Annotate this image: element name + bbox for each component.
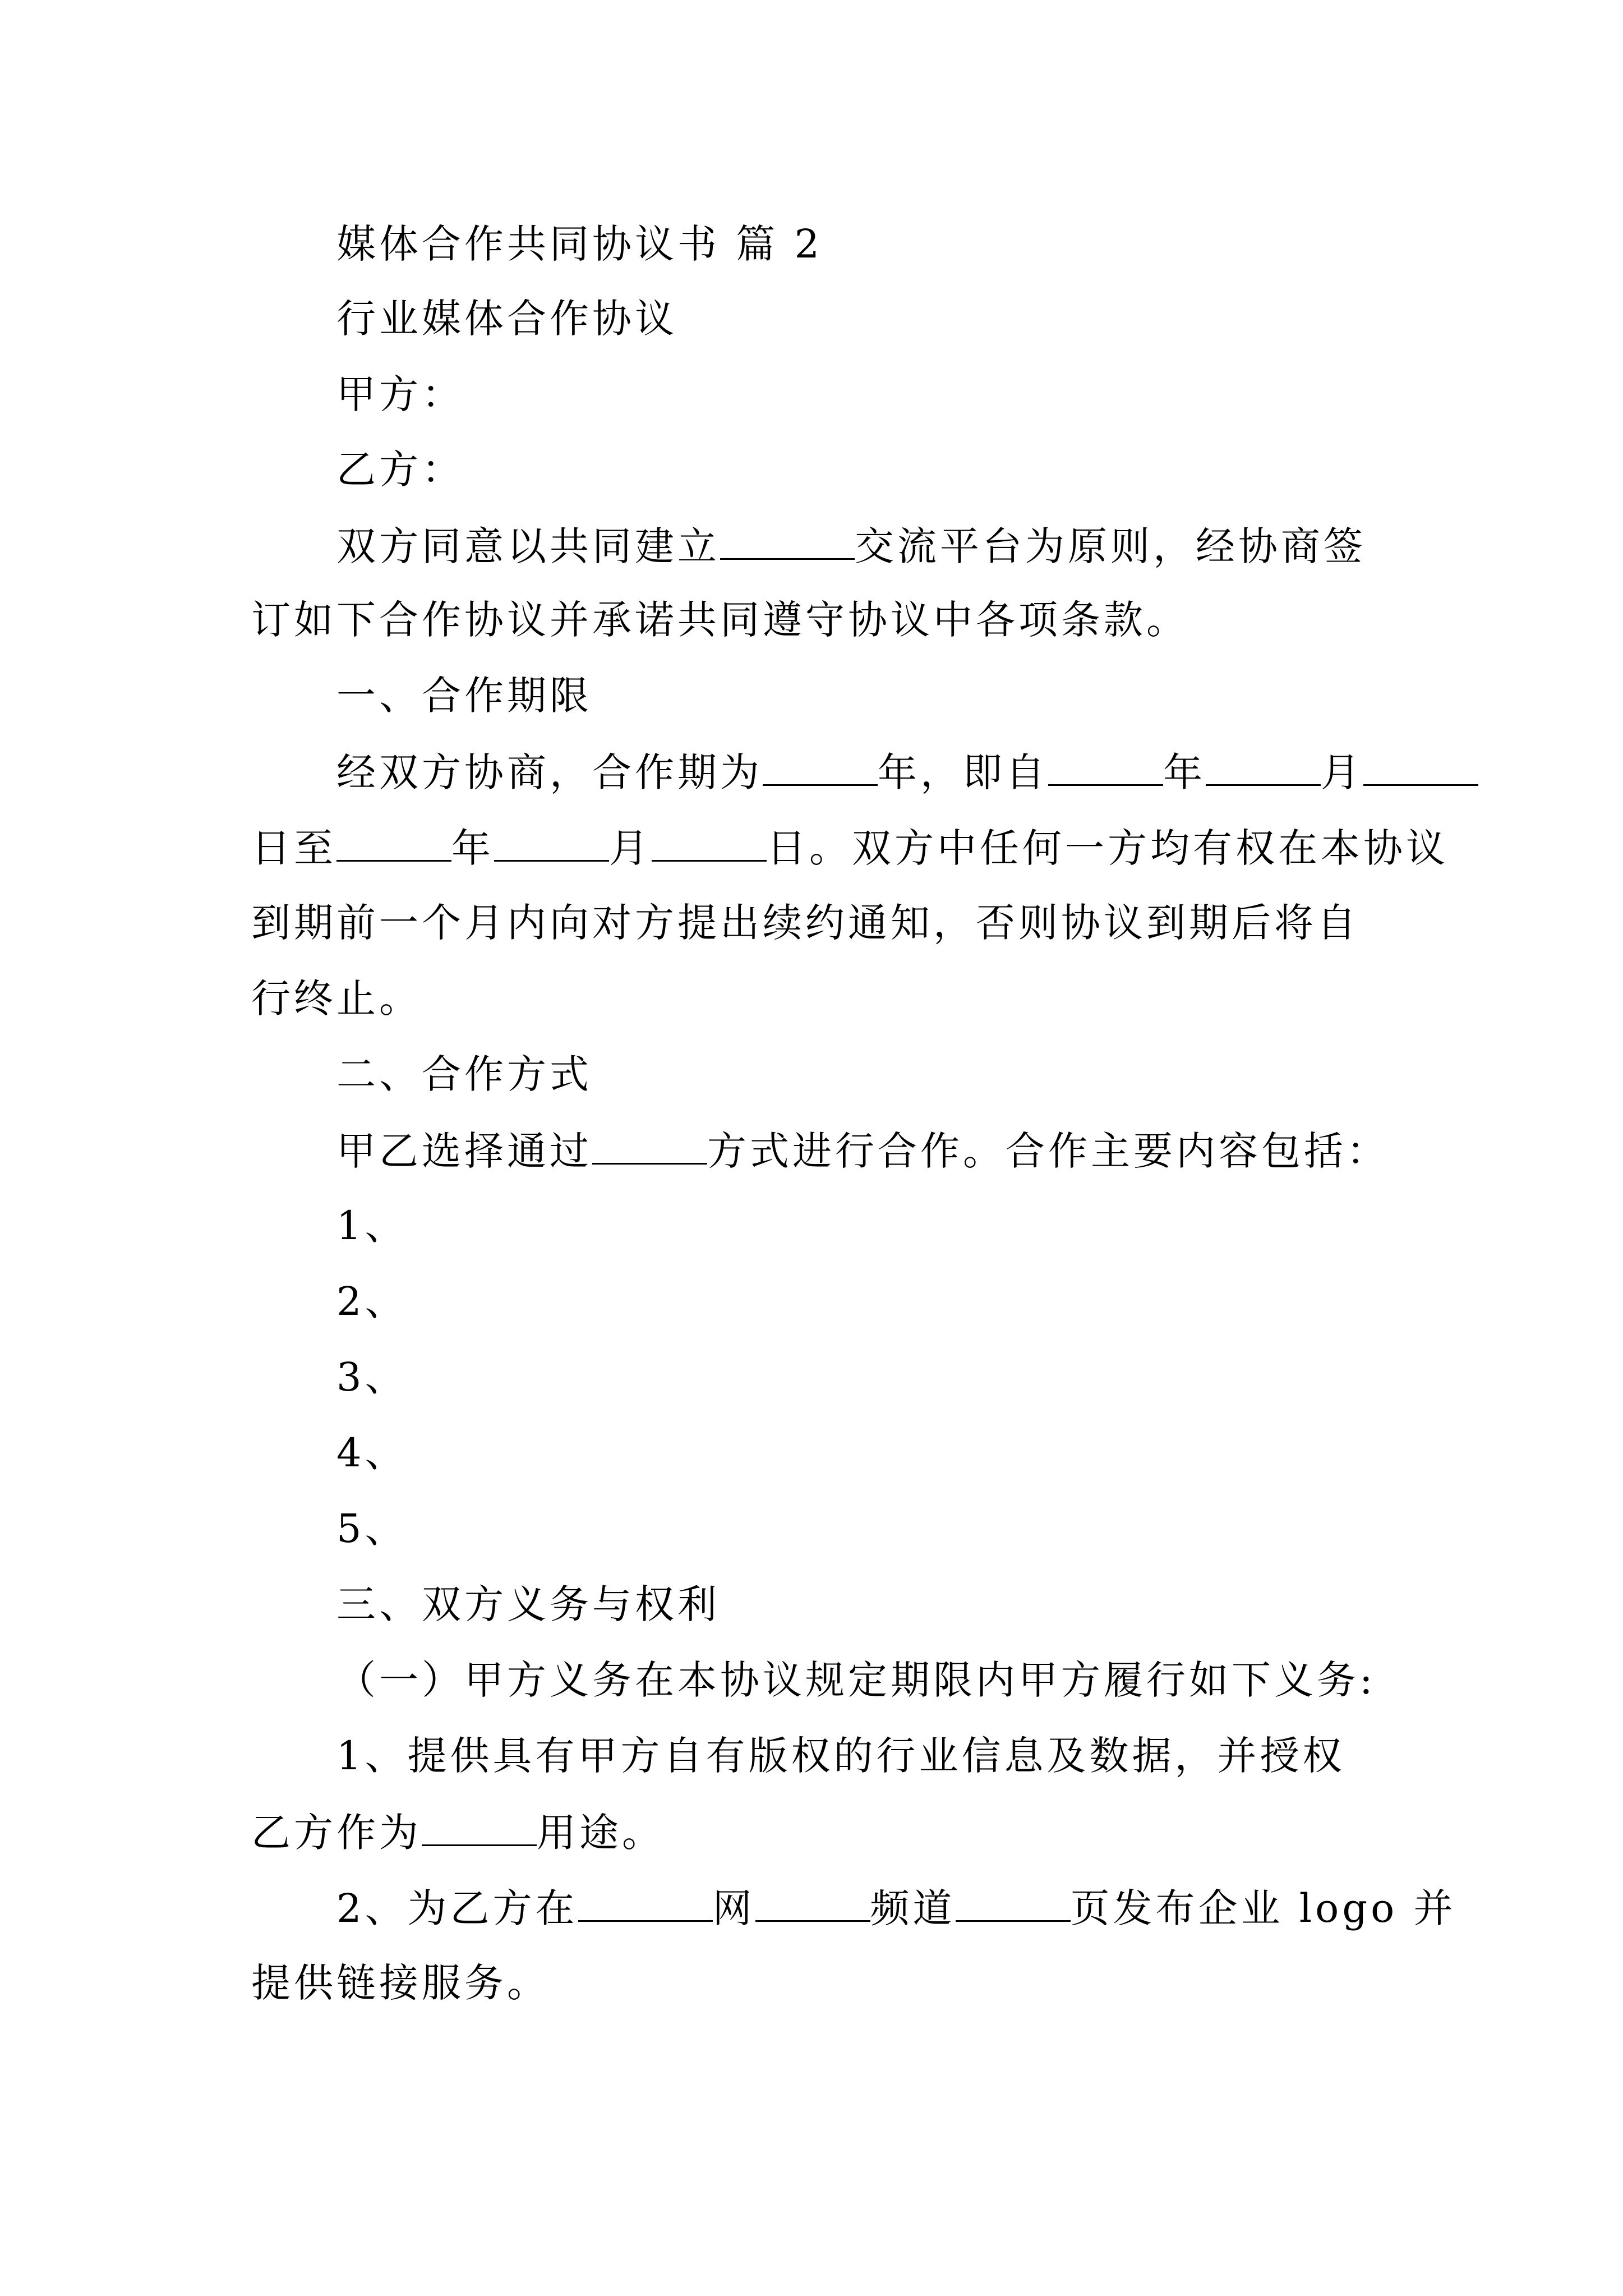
text: 月 [1321, 749, 1363, 795]
text: 交流平台为原则，经协商签 [855, 523, 1366, 569]
section-1-line-1 [336, 749, 1478, 795]
text: 甲乙选择通过 [336, 1128, 592, 1174]
document-heading: 媒体合作共同协议书 篇 2 [336, 221, 823, 267]
document-subtitle: 行业媒体合作协议 [336, 296, 677, 342]
text: 2、为乙方在 [336, 1885, 578, 1931]
fill-blank [763, 752, 878, 786]
fill-blank [494, 827, 609, 862]
fill-blank [720, 526, 855, 560]
text: 年 [1163, 749, 1206, 795]
section-1-line-2 [251, 825, 1449, 871]
text: 双方同意以共同建立 [336, 523, 720, 569]
section-1-line-4: 行终止。 [251, 976, 422, 1022]
text: 用途。 [537, 1810, 665, 1856]
text: 年，即自 [878, 749, 1048, 795]
party-a-label: 甲方： [336, 371, 464, 417]
text: 乙方作为 [251, 1810, 422, 1856]
fill-blank [1048, 752, 1163, 786]
text: 日至 [251, 825, 336, 871]
intro-line-1 [336, 523, 1366, 569]
section-2-item: 3、 [336, 1354, 408, 1400]
section-2-item: 2、 [336, 1278, 408, 1324]
fill-blank [1206, 752, 1321, 786]
text: 月 [609, 825, 652, 871]
fill-blank [956, 1888, 1071, 1922]
intro-line-2: 订如下合作协议并承诺共同遵守协议中各项条款。 [251, 597, 1189, 643]
fill-blank [336, 827, 451, 862]
section-3-subtitle-1: （一）甲方义务在本协议规定期限内甲方履行如下义务: [336, 1657, 1376, 1703]
text: 网 [712, 1885, 755, 1931]
fill-blank [592, 1130, 707, 1165]
section-2-item: 4、 [336, 1430, 408, 1476]
text: 方式进行合作。合作主要内容包括： [707, 1128, 1389, 1174]
section-2-item: 5、 [336, 1506, 408, 1552]
section-3-item-1-line-2 [251, 1810, 665, 1856]
section-2-line-1 [336, 1128, 1389, 1174]
party-b-label: 乙方： [336, 447, 464, 493]
fill-blank [422, 1812, 537, 1846]
section-1-line-3: 到期前一个月内向对方提出续约通知，否则协议到期后将自 [251, 900, 1359, 946]
section-3-title: 三、双方义务与权利 [336, 1581, 720, 1627]
fill-blank [652, 827, 767, 862]
text: 频道 [870, 1885, 956, 1931]
section-1-title: 一、合作期限 [336, 673, 592, 719]
section-2-title: 二、合作方式 [336, 1051, 592, 1097]
section-3-item-2-line-2: 提供链接服务。 [251, 1960, 550, 2006]
text: 页发布企业 logo 并 [1070, 1885, 1456, 1931]
section-3-item-2-line-1 [336, 1885, 1456, 1931]
fill-blank [1363, 752, 1478, 786]
text: 经双方协商，合作期为 [336, 749, 763, 795]
fill-blank [578, 1888, 713, 1922]
section-3-item-1-line-1: 1、提供具有甲方自有版权的行业信息及数据，并授权 [336, 1733, 1345, 1779]
text: 日。双方中任何一方均有权在本协议 [767, 825, 1449, 871]
text: 年 [451, 825, 494, 871]
section-2-item: 1、 [336, 1203, 408, 1249]
fill-blank [755, 1888, 870, 1922]
